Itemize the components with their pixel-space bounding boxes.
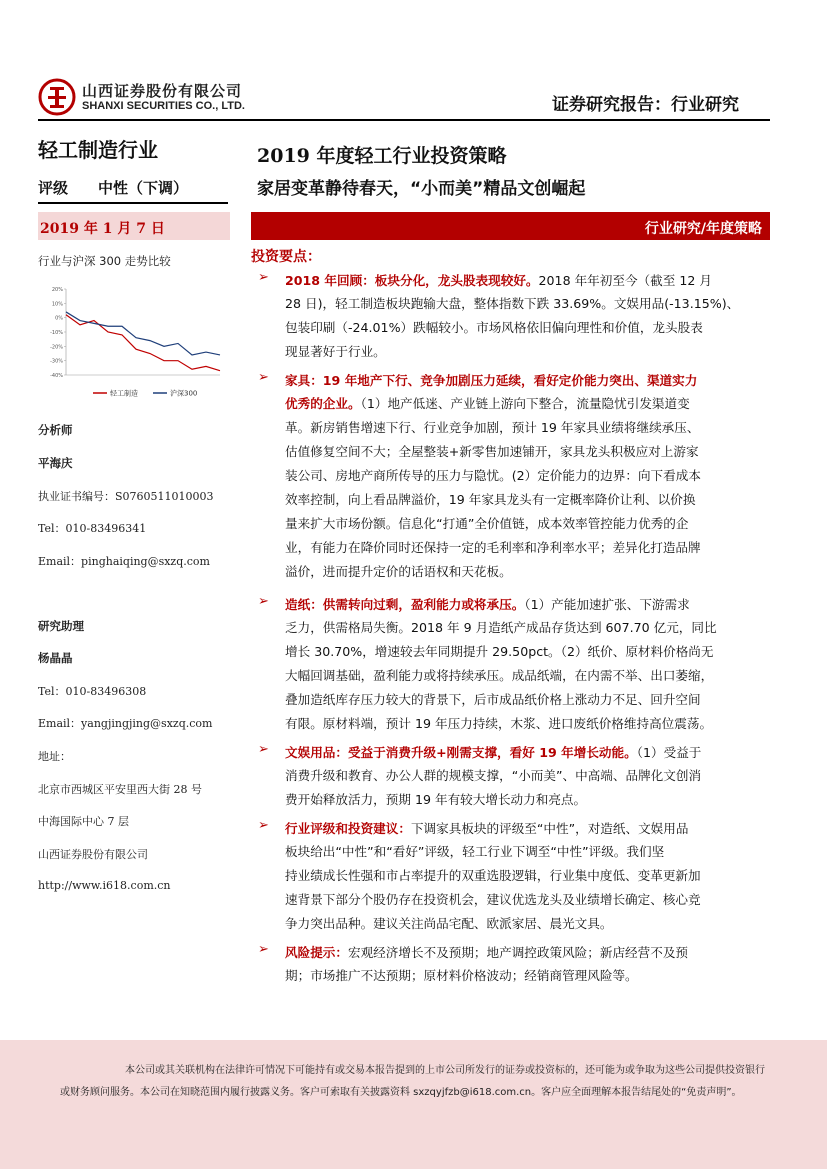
disclaimer-footer xyxy=(0,1040,827,1169)
bullet-arrow-icon: ➢ xyxy=(258,818,269,833)
assistant-label: 研究助理 xyxy=(38,619,84,633)
analyst-cert: 执业证书编号：S0760511010003 xyxy=(38,490,214,503)
analyst-label: 分析师 xyxy=(38,423,73,437)
assistant-name: 杨晶晶 xyxy=(38,651,73,665)
address-line-2: 中海国际中心 7 层 xyxy=(38,815,129,828)
paragraph-line: 28 日)，轻工制造板块跑输大盘，整体指数下跌 33.69%。文娱用品(-13.15%)、 xyxy=(285,296,740,311)
date-band xyxy=(38,212,230,240)
company-logo xyxy=(38,78,248,122)
rating xyxy=(38,177,188,198)
paragraph-line: 包装印刷（-24.01%）跌幅较小。市场风格依旧偏向理性和价值，龙头股表 xyxy=(285,320,703,335)
industry-name: 轻工制造行业 xyxy=(38,138,158,162)
paragraph-highlight: 文娱用品：受益于消费升级+刚需支撑，看好 19 年增长动能。 xyxy=(285,745,637,760)
y-tick-label: -40% xyxy=(50,373,63,379)
key-point-furniture xyxy=(258,370,770,590)
report-date: 2019 年 1 月 7 日 xyxy=(40,221,165,237)
legend-label: 沪深300 xyxy=(170,389,198,398)
key-point-stationery xyxy=(258,742,770,812)
rating-value: 中性（下调） xyxy=(98,179,189,197)
paragraph-line: 量来扩大市场份额。信息化“打通”全价值链，成本效率管控能力优秀的企 xyxy=(285,516,689,531)
rating-label: 评级 xyxy=(38,179,69,197)
paragraph-highlight: 造纸：供需转向过剩，盈利能力或将承压。 xyxy=(285,597,525,612)
paragraph-text: （1）受益于 xyxy=(636,745,702,760)
series-line-0 xyxy=(66,315,220,371)
paragraph-line: 乏力，供需格局失衡。2018 年 9 月造纸产成品存货达到 607.70 亿元，同比 xyxy=(285,620,717,635)
company-website[interactable]: http://www.i618.com.cn xyxy=(38,879,171,892)
assistant-tel: Tel：010-83496308 xyxy=(38,685,147,698)
y-tick-label: 20% xyxy=(51,287,63,293)
paragraph-line: 有限。原材料端，预计 19 年压力持续，木浆、进口废纸价格维持高位震荡。 xyxy=(285,716,713,731)
analyst-tel: Tel：010-83496341 xyxy=(38,522,147,535)
y-tick-label: 10% xyxy=(51,301,63,308)
report-category: 行业研究/年度策略 xyxy=(644,221,762,237)
paragraph-line: 现显著好于行业。 xyxy=(285,344,386,359)
company-name: 山西证券股份有限公司 xyxy=(38,848,148,861)
paragraph-line: 效率控制，向上看品牌溢价，19 年家具龙头有一定概率降价让利、以价换 xyxy=(285,492,696,507)
paragraph-highlight: 风险提示： xyxy=(285,945,348,960)
logo-en-text: SHANXI SECURITIES CO., LTD. xyxy=(82,100,245,112)
assistant-email[interactable]: Email：yangjingjing@sxzq.com xyxy=(38,717,213,730)
paragraph-highlight: 优秀的企业。 xyxy=(285,396,361,411)
paragraph-line xyxy=(285,594,690,613)
paragraph-text: 宏观经济增长不及预期；地产调控政策风险；新店经营不及预 xyxy=(347,945,688,960)
paragraph-line: 大幅回调基础，盈利能力或将持续承压。成品纸端，在内需不举、出口萎缩， xyxy=(285,668,714,683)
bullet-arrow-icon: ➢ xyxy=(258,742,269,757)
report-title: 2019 年度轻工行业投资策略 xyxy=(257,145,507,167)
chart-caption: 行业与沪深 300 走势比较 xyxy=(38,254,171,268)
analyst-name: 平海庆 xyxy=(38,456,73,470)
paragraph-line: 速背景下部分个股仍存在投资机会，建议优选龙头及业绩增长确定、核心竞 xyxy=(285,892,701,907)
y-tick-label: -20% xyxy=(50,344,63,351)
analyst-email[interactable]: Email：pinghaiqing@sxzq.com xyxy=(38,555,210,568)
paragraph-line xyxy=(285,270,712,289)
paragraph-line: 争力突出品种。建议关注尚品宅配、欧派家居、晨光文具。 xyxy=(285,916,613,931)
paragraph-text: （1）地产低迷、产业链上游向下整合，流量隐忧引发渠道变 xyxy=(360,396,690,411)
paragraph-line: 估值修复空间不大；全屋整装+新零售加速铺开，家具龙头积极应对上游家 xyxy=(285,444,699,459)
paragraph-line: 板块给出“中性”和“看好”评级，轻工行业下调至“中性”评级。我们坚 xyxy=(285,844,665,859)
left-divider xyxy=(38,202,228,204)
paragraph-line: 溢价，进而提升定价的话语权和天花板。 xyxy=(285,564,512,579)
paragraph-line: 消费升级和教育、办公人群的规模支撑，“小而美”、中高端、品牌化文创消 xyxy=(285,768,702,783)
header-divider xyxy=(38,119,770,121)
paragraph-line xyxy=(285,370,697,389)
legend-label: 轻工制造 xyxy=(110,389,138,398)
report-type: 证券研究报告：行业研究 xyxy=(552,95,739,115)
performance-chart xyxy=(38,283,228,403)
disclaimer-line-1: 本公司或其关联机构在法律许可情况下可能持有或交易本报告提到的上市公司所发行的证券或投资标的，还可能为或争取为这些公司提供投资银行 xyxy=(125,1065,765,1076)
paragraph-text: 下调家具板块的评级至“中性”，对造纸、文娱用品 xyxy=(410,821,689,836)
address-label: 地址： xyxy=(38,750,71,763)
disclaimer-line-2: 或财务顾问服务。本公司在知晓范围内履行披露义务。客户可索取有关披露资料 sxzqyjfzb@i618.com.cn。客户应全面理解本报告结尾处的“免责声明”。 xyxy=(60,1087,742,1098)
y-tick-label: -30% xyxy=(50,358,63,365)
logo-cn-text: 山西证券股份有限公司 xyxy=(82,82,243,100)
key-point-risk xyxy=(258,942,770,988)
bullet-arrow-icon: ➢ xyxy=(258,370,269,385)
paragraph-highlight: 2018 年回顾：板块分化，龙头股表现较好。 xyxy=(285,273,539,288)
key-point-review xyxy=(258,270,770,365)
report-subtitle: 家居变革静待春天，“小而美”精品文创崛起 xyxy=(257,179,586,199)
bullet-arrow-icon: ➢ xyxy=(258,594,269,609)
paragraph-line: 革。新房销售增速下行、行业竞争加剧，预计 19 年家具业绩将继续承压、 xyxy=(285,420,700,435)
paragraph-line: 装公司、房地产商所传导的压力与隐忧。(2）定价能力的边界：向下看成本 xyxy=(285,468,701,483)
paragraph-line xyxy=(285,942,688,961)
paragraph-text: 2018 年年初至今（截至 12 月 xyxy=(538,273,712,288)
paragraph-highlight: 行业评级和投资建议： xyxy=(285,821,411,836)
bullet-arrow-icon: ➢ xyxy=(258,942,269,957)
bullet-arrow-icon: ➢ xyxy=(258,270,269,285)
paragraph-line xyxy=(285,742,701,761)
series-line-1 xyxy=(66,312,220,355)
paragraph-line: 业，有能力在降价同时还保持一定的毛利率和净利率水平；差异化打造品牌 xyxy=(285,540,701,555)
y-tick-label: 0% xyxy=(55,315,63,322)
y-tick-label: -10% xyxy=(50,330,63,336)
paragraph-text: （1）产能加速扩张、下游需求 xyxy=(524,597,690,612)
key-points-heading: 投资要点： xyxy=(251,249,321,265)
paragraph-line: 持业绩成长性强和市占率提升的双重选股逻辑，行业集中度低、变革更新加 xyxy=(285,868,701,883)
paragraph-highlight: 家具：19 年地产下行、竞争加剧压力延续，看好定价能力突出、渠道实力 xyxy=(285,373,698,388)
paragraph-line xyxy=(285,393,690,412)
paragraph-line: 增长 30.70%，增速较去年同期提升 29.50pct。（2）纸价、原材料价格尚无 xyxy=(285,644,714,659)
logo-emblem-icon xyxy=(38,78,76,116)
paragraph-line: 期；市场推广不达预期；原材料价格波动；经销商管理风险等。 xyxy=(285,968,638,983)
paragraph-line: 费开始释放活力，预期 19 年有较大增长动力和亮点。 xyxy=(285,792,587,807)
paragraph-line xyxy=(285,818,688,837)
paragraph-line: 叠加造纸库存压力较大的背景下，后市成品纸价格上涨动力不足、回升空间 xyxy=(285,692,701,707)
address-line-1: 北京市西城区平安里西大街 28 号 xyxy=(38,783,202,796)
key-point-paper xyxy=(258,594,770,739)
category-band xyxy=(251,212,770,240)
key-point-rating-advice xyxy=(258,818,770,938)
